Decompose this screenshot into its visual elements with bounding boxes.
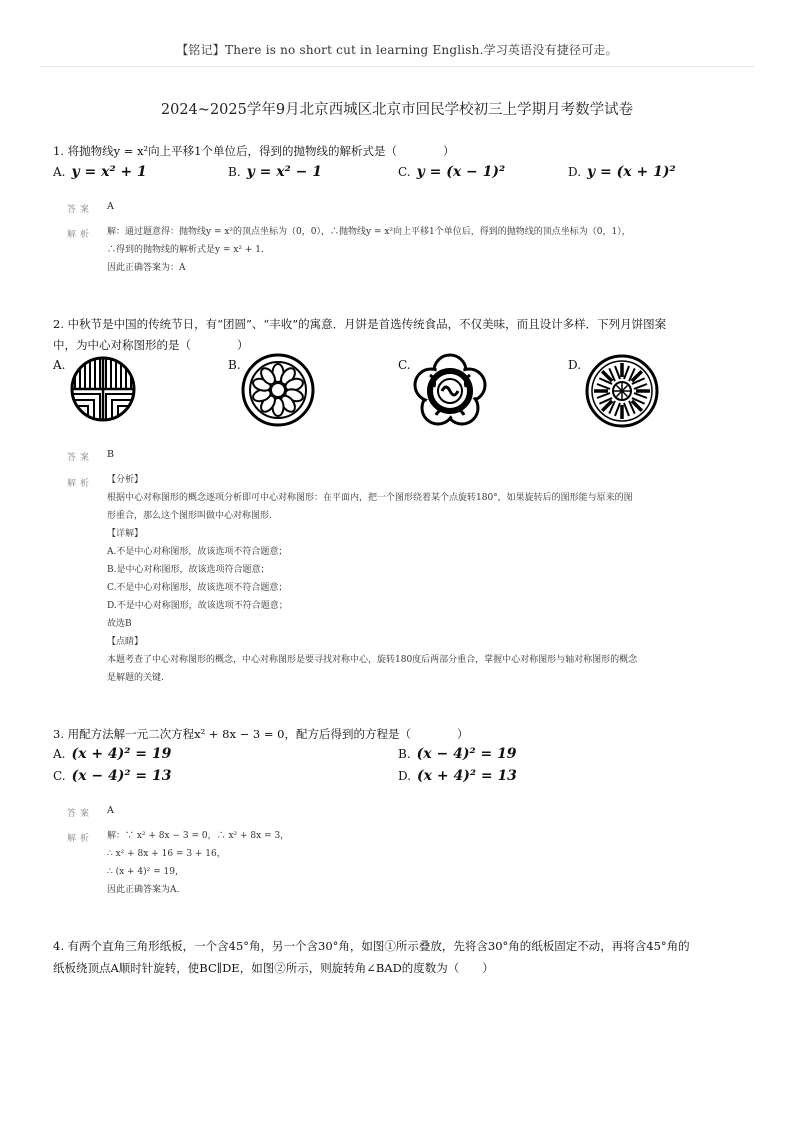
- q1-option-b-text: y = x² − 1: [246, 164, 322, 180]
- q2-explain-line: C.不是中心对称图形，故该选项不符合题意；: [107, 583, 288, 593]
- q3-explain-line: 解：∵ x² + 8x − 3 = 0，∴ x² + 8x = 3，: [107, 831, 290, 841]
- q3-option-c[interactable]: [53, 768, 172, 784]
- q2-explain-line: 故选B: [107, 619, 132, 629]
- q2-answer-tag: 答案: [67, 453, 94, 463]
- q4-stem-line1: 4. 有两个直角三角形纸板，一个含45°角，另一个含30°角，如图①所示叠放，先将含30°角的纸板固定不动，再将含45°角的: [53, 939, 690, 953]
- q1-option-a-text: y = x² + 1: [71, 164, 147, 180]
- q1-explain-tag: 解析: [67, 230, 94, 240]
- q2-explain-line: B.是中心对称图形，故该选项符合题意；: [107, 565, 270, 575]
- q3-explain-line: ∴ (x + 4)² = 19，: [107, 867, 184, 877]
- q2-explain: [107, 471, 637, 687]
- q3-option-b-text: (x − 4)² = 19: [416, 746, 517, 762]
- q3-option-b-label: B.: [398, 747, 411, 761]
- q3-option-c-text: (x − 4)² = 13: [71, 768, 172, 784]
- q2-explain-line: 【点睛】: [107, 637, 144, 647]
- q1-explain: [107, 223, 631, 277]
- mooncake-c-image[interactable]: [412, 353, 488, 429]
- q1-answer: A: [107, 201, 114, 212]
- q1-option-d-text: y = (x + 1)²: [587, 164, 676, 180]
- page-title: 2024~2025学年9月北京西城区北京市回民学校初三上学期月考数学试卷: [160, 102, 634, 118]
- q1-option-d[interactable]: [568, 164, 676, 180]
- q2-explain-line: 是解题的关键.: [107, 673, 164, 683]
- q3-answer-tag: 答案: [67, 809, 94, 819]
- q2-explain-tag: 解析: [67, 479, 94, 489]
- q2-stem-line1: 2. 中秋节是中国的传统节日，有“团圆”、“丰收”的寓意．月饼是首选传统食品，不仅美味，而且设计多样．下列月饼图案: [53, 317, 667, 331]
- q2-explain-line: 【分析】: [107, 475, 144, 485]
- q1-answer-tag: 答案: [67, 205, 94, 215]
- q1-explain-line: 因此正确答案为：A: [107, 263, 186, 273]
- q2-option-a-label[interactable]: A.: [53, 358, 66, 372]
- q1-explain-line: ∴得到的抛物线的解析式是y = x² + 1.: [107, 245, 264, 255]
- q3-option-c-label: C.: [53, 769, 66, 783]
- q1-option-a-label: A.: [53, 165, 66, 179]
- q1-explain-line: 解：通过题意得：抛物线y = x²的顶点坐标为（0，0），∴抛物线y = x²向上平移1个单位后，得到的抛物线的顶点坐标为（0，1），: [107, 227, 631, 237]
- mooncake-b-image[interactable]: [240, 352, 316, 428]
- q3-option-a-label: A.: [53, 747, 66, 761]
- q1-stem: 1. 将抛物线y = x²向上平移1个单位后，得到的抛物线的解析式是（ ）: [53, 144, 455, 158]
- q2-explain-line: D.不是中心对称图形，故该选项不符合题意；: [107, 601, 288, 611]
- q2-option-b-label[interactable]: B.: [228, 358, 241, 372]
- q3-answer: A: [107, 805, 114, 816]
- q3-explain: [107, 827, 289, 899]
- q3-option-d[interactable]: [398, 768, 517, 784]
- q2-explain-line: 形重合，那么这个图形叫做中心对称图形.: [107, 511, 272, 521]
- q2-stem-line2: 中，为中心对称图形的是（ ）: [53, 338, 249, 352]
- q3-explain-tag: 解析: [67, 834, 94, 844]
- q1-option-d-label: D.: [568, 165, 582, 179]
- q3-stem: 3. 用配方法解一元二次方程x² + 8x − 3 = 0，配方后得到的方程是（ ）: [53, 727, 469, 741]
- mooncake-a-image[interactable]: [69, 355, 137, 423]
- q3-option-a-text: (x + 4)² = 19: [71, 746, 172, 762]
- q3-option-d-label: D.: [398, 769, 412, 783]
- q3-explain-line: ∴ x² + 8x + 16 = 3 + 16，: [107, 849, 226, 859]
- q2-explain-line: 【详解】: [107, 529, 144, 539]
- q1-option-c-text: y = (x − 1)²: [416, 164, 506, 180]
- q3-explain-line: 因此正确答案为A.: [107, 885, 180, 895]
- q3-option-a[interactable]: [53, 746, 171, 762]
- q1-option-c[interactable]: [398, 164, 505, 180]
- q2-explain-line: A.不是中心对称图形，故该选项不符合题意；: [107, 547, 288, 557]
- q2-option-c-label[interactable]: C.: [398, 358, 411, 372]
- q2-explain-line: 根据中心对称图形的概念逐项分析即可中心对称图形：在平面内，把一个图形绕着某个点旋转180°，如果旋转后的图形能与原来的图: [107, 493, 633, 503]
- q1-option-b-label: B.: [228, 165, 241, 179]
- q2-explain-line: 本题考查了中心对称图形的概念，中心对称图形是要寻找对称中心，旋转180度后两部分重合，掌握中心对称图形与轴对称图形的概念: [107, 655, 638, 665]
- q3-option-d-text: (x + 4)² = 13: [417, 768, 517, 784]
- q3-option-b[interactable]: [398, 746, 517, 762]
- motto-divider: [40, 66, 754, 67]
- q1-option-b[interactable]: [228, 164, 322, 180]
- q2-option-d-label[interactable]: D.: [568, 358, 582, 372]
- q2-answer: B: [107, 449, 114, 460]
- mooncake-d-image[interactable]: [584, 353, 660, 429]
- q4-stem-line2: 纸板绕顶点A顺时针旋转，使BC∥DE，如图②所示，则旋转角∠BAD的度数为（ ）: [53, 961, 494, 975]
- motto: 【铭记】There is no short cut in learning English.学习英语没有捷径可走。: [176, 43, 618, 57]
- q1-option-c-label: C.: [398, 165, 411, 179]
- q1-option-a[interactable]: [53, 164, 147, 180]
